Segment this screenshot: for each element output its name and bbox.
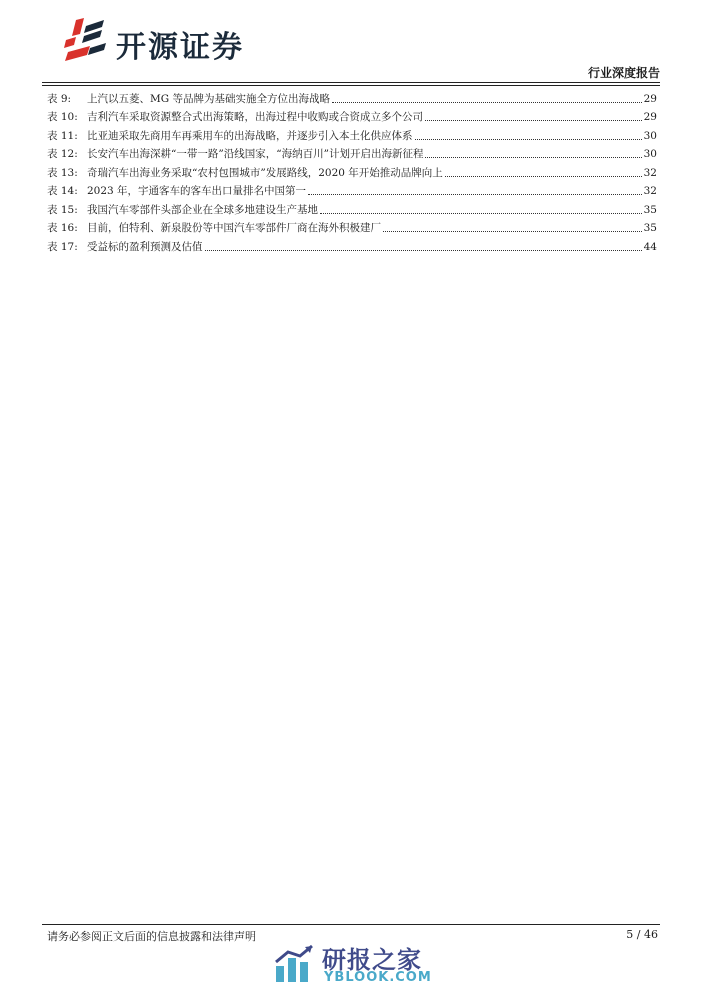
toc-entry[interactable]	[47, 217, 657, 236]
toc-leader-dots	[332, 102, 642, 103]
toc-entry-title: 上汽以五菱、MG 等品牌为基础实施全方位出海战略	[87, 92, 330, 105]
watermark-title: 研报之家	[322, 946, 422, 974]
toc-entry-page: 35	[643, 222, 657, 234]
brand-name: 开源证券	[116, 30, 244, 65]
header-divider	[42, 82, 660, 83]
toc-entry[interactable]	[47, 198, 657, 217]
header-divider-thin	[42, 85, 660, 86]
toc-leader-dots	[308, 194, 642, 195]
toc-entry-title: 比亚迪采取先商用车再乘用车的出海战略，并逐步引入本土化供应体系	[87, 129, 413, 142]
toc-entry-label: 表 14:	[47, 185, 78, 197]
toc-leader-dots	[445, 176, 642, 177]
toc-entry[interactable]	[47, 180, 657, 199]
toc-entry-title: 受益标的盈利预测及估值	[87, 240, 203, 253]
toc-entry-page: 30	[643, 148, 657, 160]
brand-logo	[62, 14, 272, 70]
footer-divider	[42, 924, 660, 925]
toc-entry-page: 30	[643, 129, 657, 142]
toc-entry-title: 长安汽车出海深耕“一带一路”沿线国家，“海纳百川”计划开启出海新征程	[87, 148, 424, 160]
toc-leader-dots	[383, 231, 642, 232]
toc-entry[interactable]	[47, 161, 657, 180]
watermark-url: YBLOOK.COM	[324, 970, 432, 985]
toc-entry-label: 表 9:	[47, 92, 72, 105]
page-number: 5 / 46	[626, 928, 658, 941]
toc-entry[interactable]	[47, 87, 657, 106]
toc-entry-title: 目前，伯特利、新泉股份等中国汽车零部件厂商在海外积极建厂	[87, 222, 381, 234]
toc-entry[interactable]	[47, 143, 657, 162]
toc-entry-label: 表 12:	[47, 148, 78, 160]
toc-entry-label: 表 13:	[47, 166, 78, 179]
toc-entry-title: 奇瑞汽车出海业务采取“农村包围城市”发展路线，2020 年开始推动品牌向上	[87, 166, 443, 179]
toc-entry-label: 表 16:	[47, 222, 78, 234]
toc-entry-title: 我国汽车零部件头部企业在全球多地建设生产基地	[87, 203, 318, 216]
report-type-label: 行业深度报告	[587, 66, 660, 80]
toc-entry-page: 32	[643, 185, 657, 197]
toc-entry-page: 44	[643, 240, 657, 253]
toc-entry-label: 表 17:	[47, 240, 78, 253]
toc-leader-dots	[415, 139, 642, 140]
kysec-logo-icon	[62, 14, 108, 66]
toc-entry[interactable]	[47, 124, 657, 143]
toc-entry-page: 35	[643, 203, 657, 216]
toc-entry-page: 29	[643, 92, 657, 105]
toc-entry-page: 29	[643, 111, 657, 123]
bar-chart-icon	[272, 942, 316, 986]
toc-entry[interactable]	[47, 235, 657, 254]
footer-disclaimer: 请务必参阅正文后面的信息披露和法律声明	[47, 930, 256, 943]
toc-entry-label: 表 11:	[47, 129, 78, 142]
toc-leader-dots	[205, 250, 642, 251]
toc-entry-label: 表 15:	[47, 203, 78, 216]
toc-leader-dots	[425, 157, 641, 158]
toc-entry[interactable]	[47, 106, 657, 125]
toc-leader-dots	[425, 120, 642, 121]
watermark	[272, 940, 442, 988]
toc-entry-page: 32	[643, 166, 657, 179]
toc-entry-title: 吉利汽车采取资源整合式出海策略，出海过程中收购或合资成立多个公司	[87, 111, 423, 123]
toc-entry-title: 2023 年，宇通客车的客车出口量排名中国第一	[87, 185, 307, 197]
toc-leader-dots	[320, 213, 642, 214]
table-of-contents	[47, 87, 657, 254]
toc-entry-label: 表 10:	[47, 111, 78, 123]
